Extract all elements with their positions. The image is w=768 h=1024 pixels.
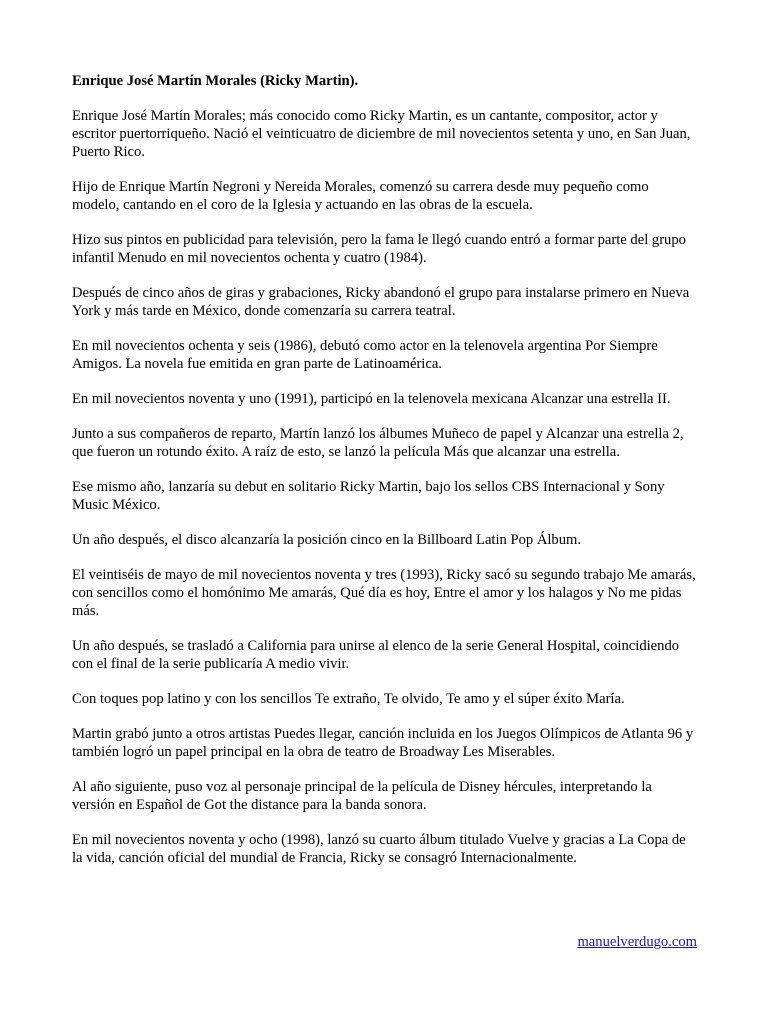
document-title: Enrique José Martín Morales (Ricky Martin). — [72, 73, 359, 89]
paragraph: En mil novecientos ochenta y seis (1986), debutó como actor en la telenovela argentina Por Siempre Amigos. La novela fue emitida en gran parte de Latinoamérica. — [72, 338, 658, 372]
paragraph: En mil novecientos noventa y ocho (1998), lanzó su cuarto álbum titulado Vuelve y gracias a La Copa de la vida, canción oficial del mundial de Francia, Ricky se consagró Internacionalmente. — [72, 832, 686, 866]
paragraph: Junto a sus compañeros de reparto, Martín lanzó los álbumes Muñeco de papel y Alcanzar una estrella 2, que fueron un rotundo éxito. A raíz de esto, se lanzó la película Más que alcanzar una estrella. — [72, 426, 684, 460]
paragraph: Hizo sus pintos en publicidad para televisión, pero la fama le llegó cuando entró a formar parte del grupo infantil Menudo en mil novecientos ochenta y cuatro (1984). — [72, 232, 686, 266]
paragraph: El veintiséis de mayo de mil novecientos noventa y tres (1993), Ricky sacó su segundo trabajo Me amarás, con sencillos como el homónimo Me amarás, Qué día es hoy, Entre el amor y los halagos y No me pidas más. — [72, 567, 696, 619]
paragraph: Hijo de Enrique Martín Negroni y Nereida Morales, comenzó su carrera desde muy pequeño como modelo, cantando en el coro de la Iglesia y actuando en las obras de la escuela. — [72, 179, 649, 213]
paragraph: En mil novecientos noventa y uno (1991), participó en la telenovela mexicana Alcanzar una estrella II. — [72, 391, 671, 407]
paragraph: Al año siguiente, puso voz al personaje principal de la película de Disney hércules, interpretando la versión en Español de Got the distance para la banda sonora. — [72, 779, 652, 813]
paragraph: Con toques pop latino y con los sencillos Te extraño, Te olvido, Te amo y el súper éxito María. — [72, 691, 625, 707]
document-page — [72, 72, 697, 884]
paragraph: Martin grabó junto a otros artistas Puedes llegar, canción incluida en los Juegos Olímpicos de Atlanta 96 y también logró un papel principal en la obra de teatro de Broadway Les Miserables. — [72, 726, 694, 760]
paragraph: Ese mismo año, lanzaría su debut en solitario Ricky Martin, bajo los sellos CBS Internacional y Sony Music México. — [72, 479, 665, 513]
paragraph: Un año después, el disco alcanzaría la posición cinco en la Billboard Latin Pop Álbum. — [72, 532, 582, 548]
paragraph: Un año después, se trasladó a California para unirse al elenco de la serie General Hospital, coincidiendo con el final de la serie publicaría A medio vivir. — [72, 638, 680, 672]
footer — [577, 933, 697, 951]
footer-link[interactable]: manuelverdugo.com — [577, 934, 697, 950]
paragraph: Después de cinco años de giras y grabaciones, Ricky abandonó el grupo para instalarse primero en Nueva York y más tarde en México, donde comenzaría su carrera teatral. — [72, 285, 690, 319]
paragraph: Enrique José Martín Morales; más conocido como Ricky Martin, es un cantante, compositor, actor y escritor puertorriqueño. Nació el veinticuatro de diciembre de mil novecientos setenta y uno, en San Juan, Puerto Rico. — [72, 108, 691, 160]
